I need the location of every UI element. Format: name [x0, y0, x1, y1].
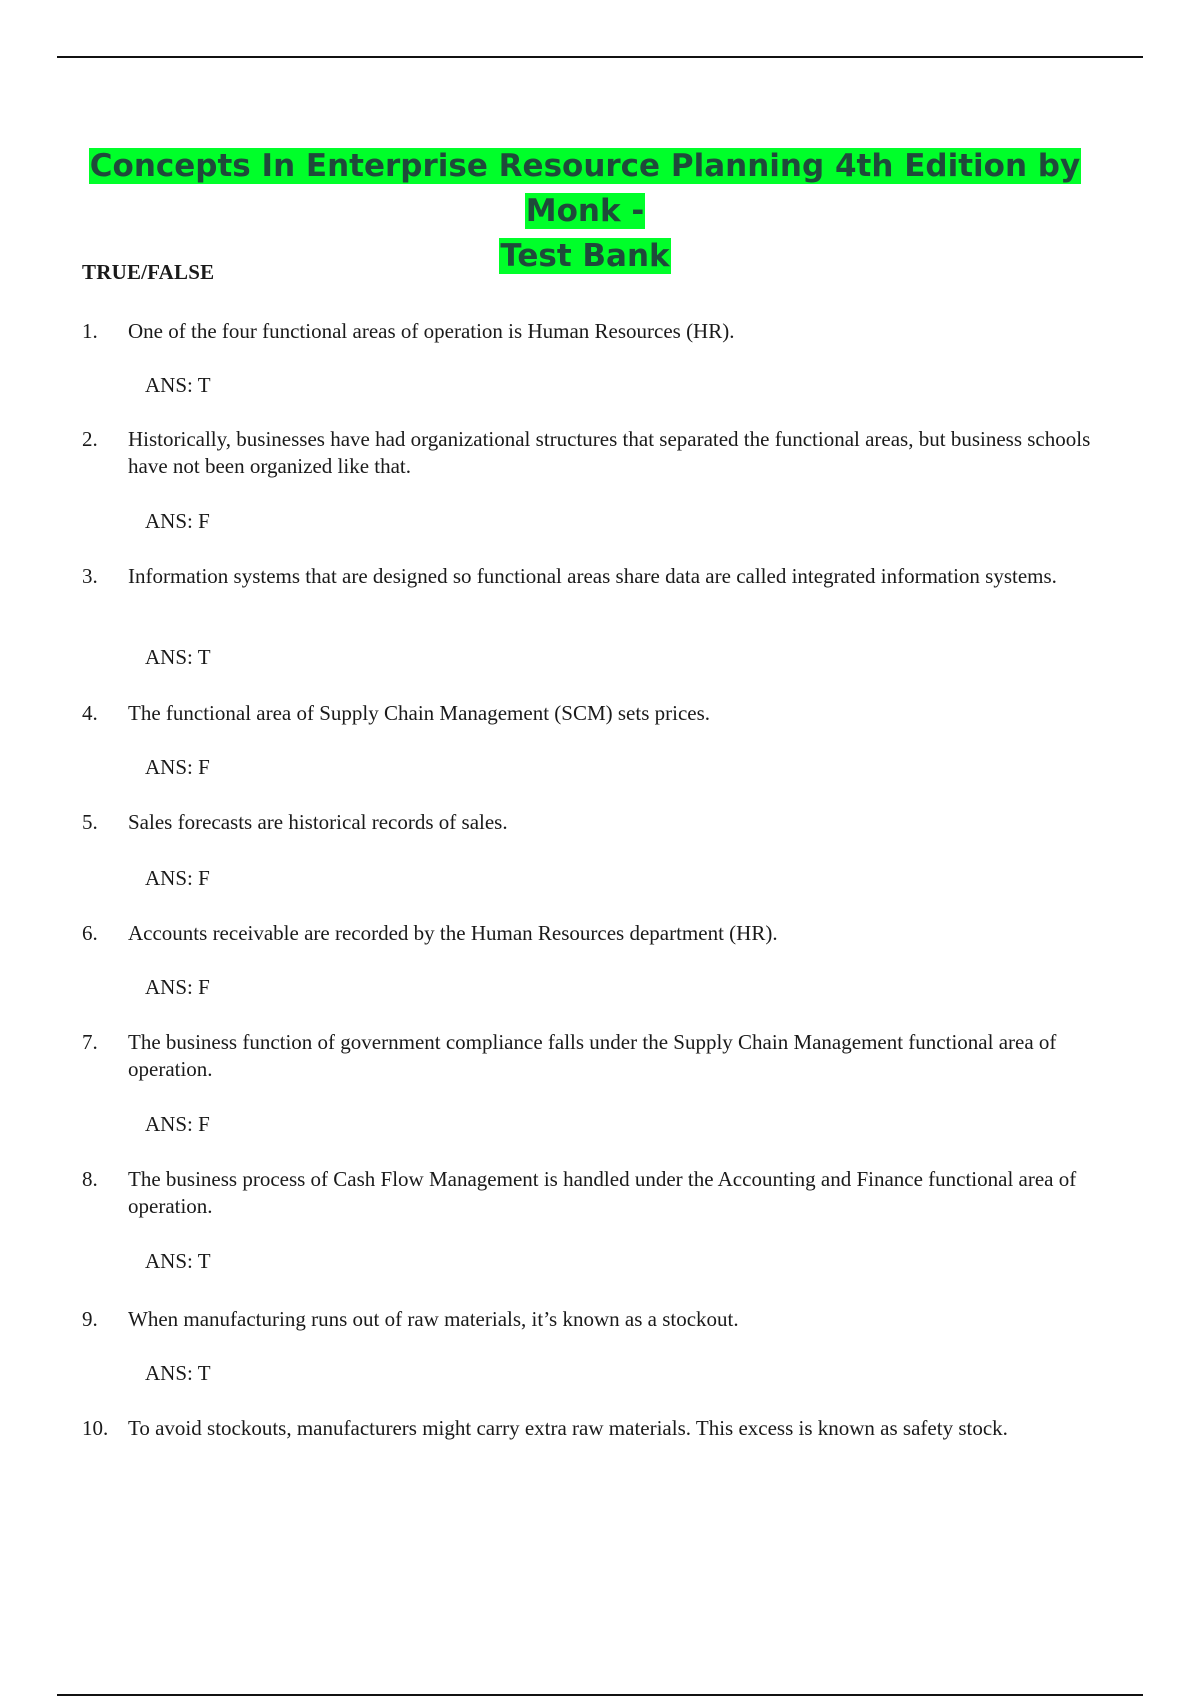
question-text: To avoid stockouts, manufacturers might carry extra raw materials. This excess is known as safety stock.: [128, 1416, 1008, 1440]
answer-4: ANS: F: [145, 755, 210, 779]
question-number: 4.: [82, 701, 98, 725]
title-line-1: Concepts In Enterprise Resource Planning 4th Edition by Monk -: [89, 148, 1081, 229]
question-text: Sales forecasts are historical records of sales.: [128, 810, 508, 834]
question-4: [82, 700, 1092, 727]
question-number: 1.: [82, 319, 98, 343]
question-text: Historically, businesses have had organizational structures that separated the functional areas, but business schools have not been organized like that.: [128, 427, 1091, 478]
question-number: 6.: [82, 921, 98, 945]
question-1: [82, 318, 1092, 345]
question-2: [82, 426, 1092, 480]
question-7: [82, 1029, 1092, 1083]
question-number: 7.: [82, 1030, 98, 1054]
question-6: [82, 920, 1092, 947]
answer-9: ANS: T: [145, 1361, 211, 1385]
question-text: Information systems that are designed so functional areas share data are called integrated information systems.: [128, 564, 1057, 588]
question-5: [82, 809, 1092, 836]
question-text: The business function of government compliance falls under the Supply Chain Management functional area of operation.: [128, 1030, 1057, 1081]
answer-1: ANS: T: [145, 373, 211, 397]
document-title: [60, 144, 1110, 279]
top-rule: [57, 56, 1143, 58]
question-number: 8.: [82, 1167, 98, 1191]
question-text: Accounts receivable are recorded by the Human Resources department (HR).: [128, 921, 778, 945]
question-number: 2.: [82, 427, 98, 451]
question-number: 10.: [82, 1416, 109, 1440]
question-text: The business process of Cash Flow Management is handled under the Accounting and Finance functional area of operation.: [128, 1167, 1077, 1218]
question-text: One of the four functional areas of operation is Human Resources (HR).: [128, 319, 735, 343]
answer-5: ANS: F: [145, 866, 210, 890]
answer-8: ANS: T: [145, 1249, 211, 1273]
question-8: [82, 1166, 1092, 1220]
question-3: [82, 563, 1092, 590]
question-number: 5.: [82, 810, 98, 834]
title-line-2: Test Bank: [500, 238, 670, 274]
question-text: The functional area of Supply Chain Management (SCM) sets prices.: [128, 701, 711, 725]
bottom-rule: [57, 1694, 1143, 1696]
answer-6: ANS: F: [145, 975, 210, 999]
answer-3: ANS: T: [145, 645, 211, 669]
question-10: [82, 1415, 1092, 1442]
answer-2: ANS: F: [145, 509, 210, 533]
question-9: [82, 1306, 1092, 1333]
answer-7: ANS: F: [145, 1112, 210, 1136]
question-number: 3.: [82, 564, 98, 588]
question-text: When manufacturing runs out of raw materials, it’s known as a stockout.: [128, 1307, 739, 1331]
question-number: 9.: [82, 1307, 98, 1331]
section-heading: TRUE/FALSE: [82, 260, 215, 284]
